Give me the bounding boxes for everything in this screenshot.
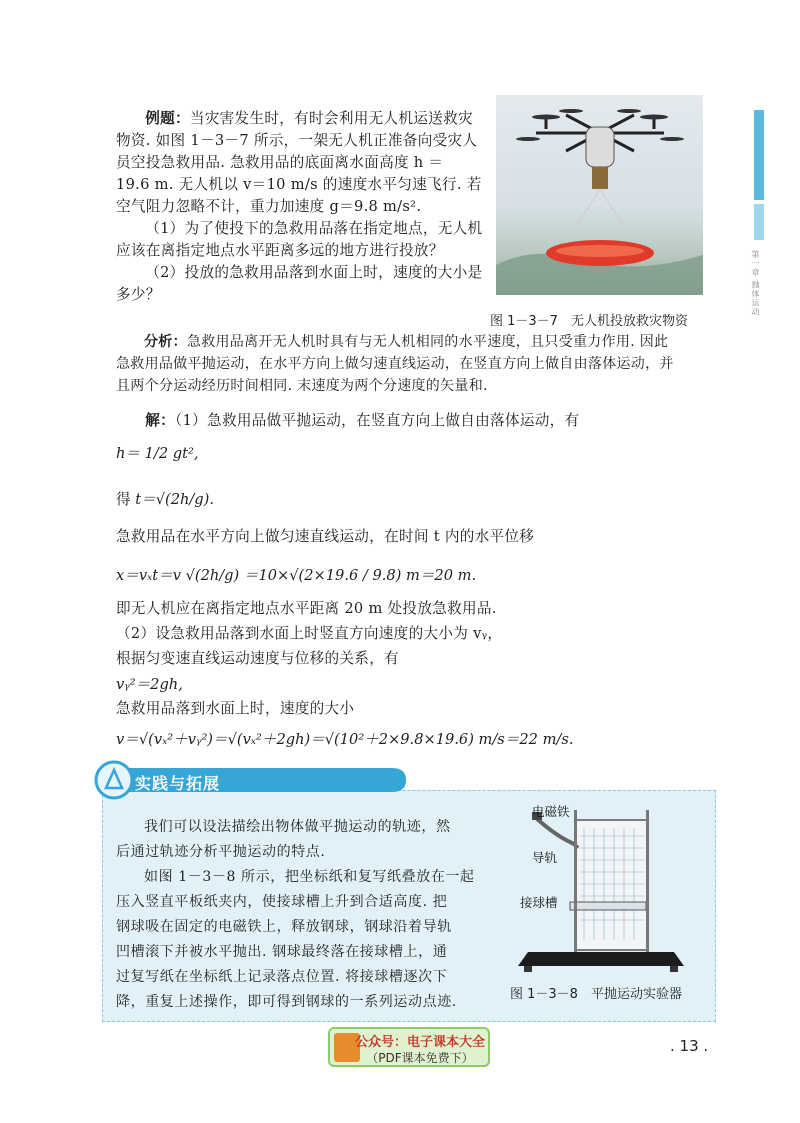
speed-line: 急救用品落到水面上时，速度的大小 [116, 700, 355, 717]
analysis-line-3: 且两个分运动经历时间相同. 末速度为两个分速度的矢量和. [116, 378, 488, 394]
analysis-paragraph [116, 331, 756, 397]
practice-p2-line-4: 凹槽滚下并被水平抛出. 钢球最终落在接球槽上，通 [116, 944, 448, 960]
label-electromagnet: 电磁铁 [532, 804, 570, 819]
equation-3: x＝vₓt＝v √(2h/g) ＝10×√(2×19.6 / 9.8) m＝20 m. [116, 567, 477, 584]
drone-illustration [496, 95, 703, 295]
equation-2-prefix: 得 [116, 491, 131, 508]
practice-p2-line-3: 钢球吸在固定的电磁铁上，释放钢球，钢球沿着导轨 [116, 919, 452, 935]
side-tab-bar [754, 110, 764, 200]
practice-paragraph-2 [116, 865, 494, 1015]
figure-1-3-7-caption: 图 1－3－7 无人机投放救灾物资 [490, 314, 688, 329]
equation-2 [116, 488, 214, 509]
equation-4: vᵧ²＝2gh, [116, 676, 183, 693]
equation-1: h＝ 1/2 gt², [116, 445, 199, 462]
relation-line: 根据匀变速直线运动速度与位移的关系，有 [116, 650, 399, 667]
label-ball-groove: 接球槽 [520, 895, 558, 910]
example-label: 例题： [145, 110, 190, 127]
example-paragraph [116, 108, 491, 306]
watermark-line-2: （PDF课本免费下） [366, 1051, 474, 1065]
drone-photo [496, 95, 703, 295]
watermark-line-1: 公众号：电子课本大全 [354, 1035, 485, 1050]
question-2-setup-line: （2）设急救用品落到水面上时竖直方向速度的大小为 vᵧ， [116, 625, 503, 642]
solution-intro-text: （1）急救用品做平抛运动，在竖直方向上做自由落体运动，有 [174, 412, 580, 429]
side-tab-bar-light [754, 204, 764, 240]
practice-p2-line-5: 过复写纸在坐标纸上记录落点位置. 将接球槽逐次下 [116, 969, 448, 985]
practice-p2-line-1: 如图 1－3－8 所示，把坐标纸和复写纸叠放在一起 [144, 869, 475, 885]
figure-1-3-8-caption: 图 1－3－8 平抛运动实验器 [510, 987, 682, 1002]
example-line-1: 当灾害发生时，有时会利用无人机运送救灾 [189, 110, 473, 127]
analysis-label: 分析： [144, 334, 187, 350]
horizontal-motion-line: 急救用品在水平方向上做匀速直线运动，在时间 t 内的水平位移 [116, 528, 535, 545]
practice-title: 实践与拓展 [135, 774, 221, 793]
example-line-3: 员空投急救用品. 急救用品的底面离水面高度 h ＝ [116, 154, 444, 171]
equation-5: v＝√(vₓ²＋vᵧ²)＝√(vₓ²＋2gh)＝√(10²＋2×9.8×19.6) m/s＝22 m/s. [116, 731, 574, 748]
question-1-line-1: （1）为了使投下的急救用品落在指定地点，无人机 [145, 220, 483, 237]
solution-label: 解： [145, 412, 175, 429]
answer-1-line: 即无人机应在离指定地点水平距离 20 m 处投放急救用品. [116, 600, 497, 617]
practice-p1-line-2: 后通过轨迹分析平抛运动的特点. [116, 844, 326, 860]
example-line-4: 19.6 m. 无人机以 v＝10 m/s 的速度水平匀速飞行. 若 [116, 176, 482, 193]
watermark-badge [328, 1027, 490, 1067]
analysis-line-2: 急救用品做平抛运动，在水平方向上做匀速直线运动，在竖直方向上做自由落体运动，并 [116, 356, 674, 372]
projectile-apparatus-illustration [518, 800, 684, 974]
analysis-line-1: 急救用品离开无人机时具有与无人机相同的水平速度，且只受重力作用. 因此 [186, 334, 669, 350]
question-2-line-2: 多少？ [116, 286, 161, 303]
practice-p2-line-2: 压入竖直平板纸夹内，使接球槽上升到合适高度. 把 [116, 894, 448, 910]
page-number: . 13 . [670, 1037, 709, 1055]
practice-paragraph-1 [116, 815, 494, 865]
solution-intro [116, 410, 756, 432]
example-line-5: 空气阻力忽略不计，重力加速度 g＝9.8 m/s². [116, 198, 422, 215]
label-guide-rail: 导轨 [532, 850, 558, 865]
practice-p1-line-1: 我们可以设法描绘出物体做平抛运动的轨迹，然 [144, 819, 451, 835]
question-1-line-2: 应该在离指定地点水平距离多远的地方进行投放？ [116, 242, 444, 259]
question-2-line-1: （2）投放的急救用品落到水面上时，速度的大小是 [145, 264, 483, 281]
example-line-2: 物资. 如图 1－3－7 所示，一架无人机正准备向受灾人 [116, 132, 478, 149]
side-chapter-text: 第一章 抛体运动 [751, 250, 760, 317]
equation-2-body: t＝√(2h/g). [135, 491, 214, 508]
practice-p2-line-6: 降，重复上述操作，即可得到钢球的一系列运动点迹. [116, 994, 457, 1010]
